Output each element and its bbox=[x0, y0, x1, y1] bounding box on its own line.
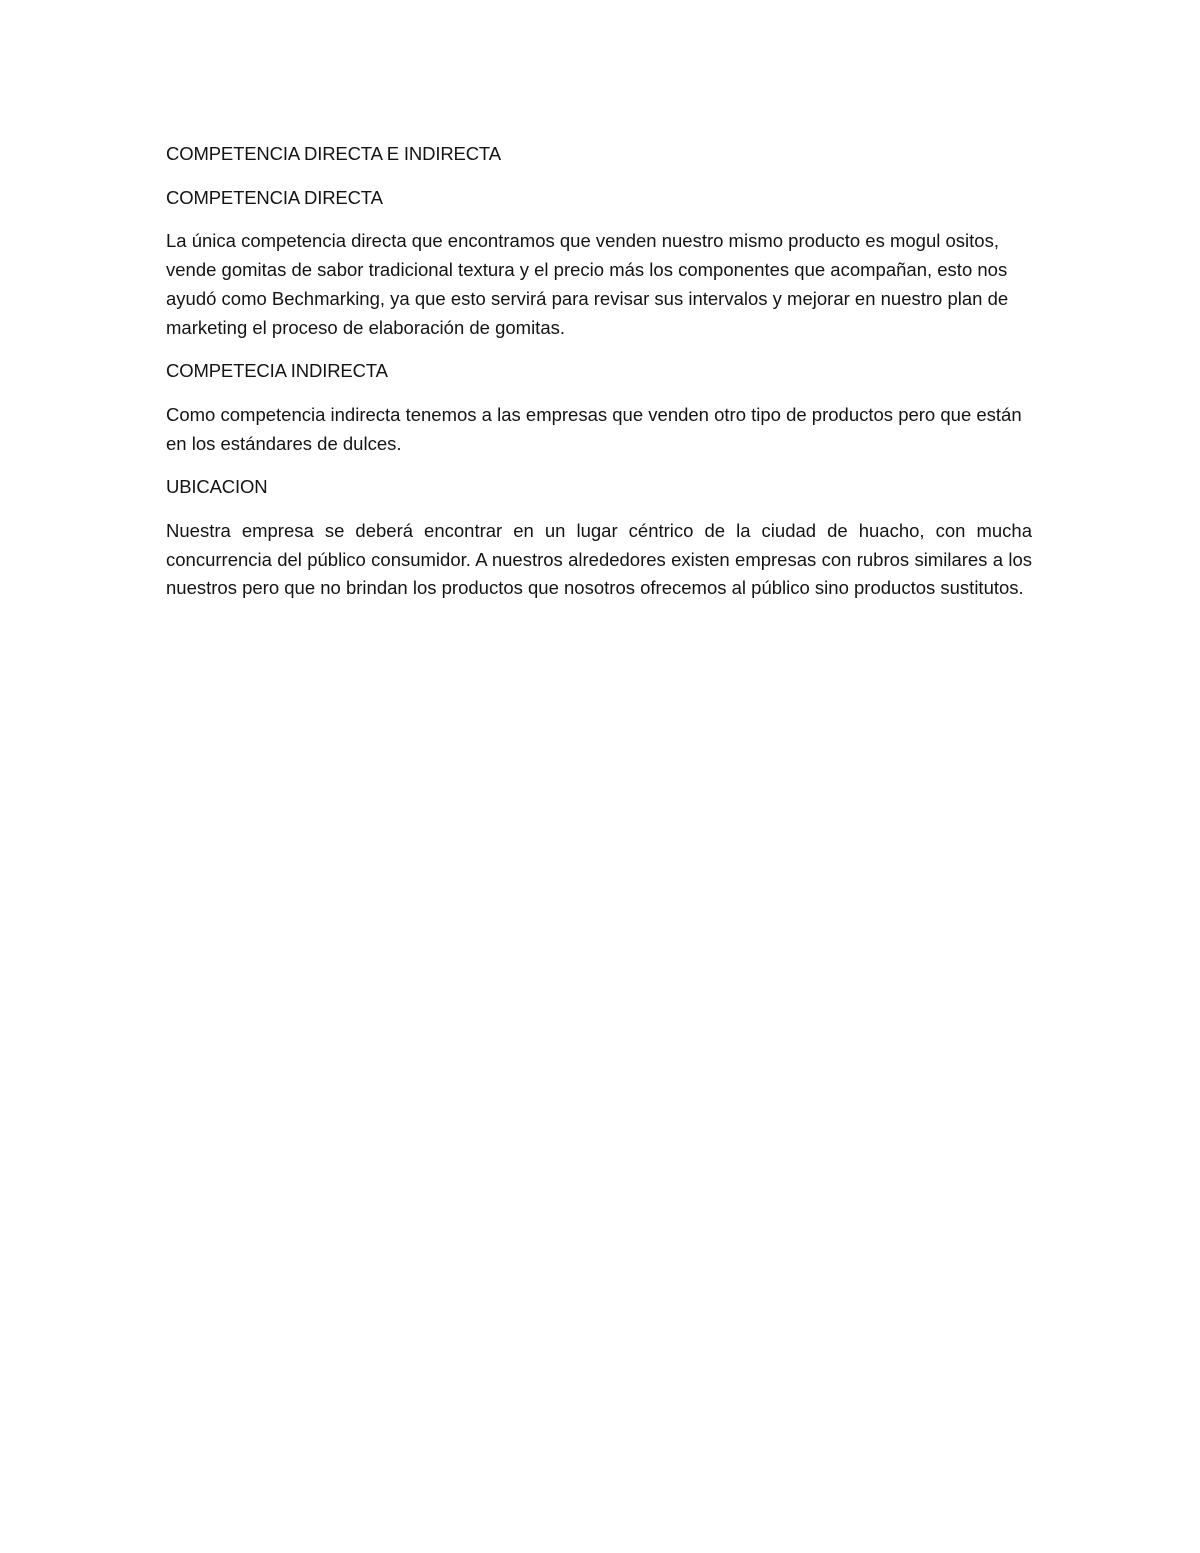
section-body-competencia-directa: La única competencia directa que encontramos que venden nuestro mismo producto es mogul ositos, vende gomitas de sabor tradicional textura y el precio más los componentes que acompañan, esto nos ayudó como Bechmarking, ya que esto servirá para revisar sus intervalos y mejorar en nuestro plan de marketing el proceso de elaboración de gomitas. bbox=[166, 230, 1009, 338]
section-heading-competencia-indirecta: COMPETECIA INDIRECTA bbox=[166, 360, 388, 382]
document-title: COMPETENCIA DIRECTA E INDIRECTA bbox=[166, 143, 501, 164]
section-body-ubicacion: Nuestra empresa se deberá encontrar en un lugar céntrico de la ciudad de huacho, con mucha concurrencia del público consumidor. A nuestros alrededores existen empresas con rubros similares a los nuestros pero que no brindan los productos que nosotros ofrecemos al público sino productos sustitutos. bbox=[166, 520, 1032, 599]
section-heading-ubicacion: UBICACION bbox=[166, 476, 268, 498]
document-content bbox=[166, 140, 1032, 618]
section-body-competencia-indirecta: Como competencia indirecta tenemos a las empresas que venden otro tipo de productos pero que están en los estándares de dulces. bbox=[166, 403, 1022, 454]
section-heading-competencia-directa: COMPETENCIA DIRECTA bbox=[166, 186, 383, 208]
